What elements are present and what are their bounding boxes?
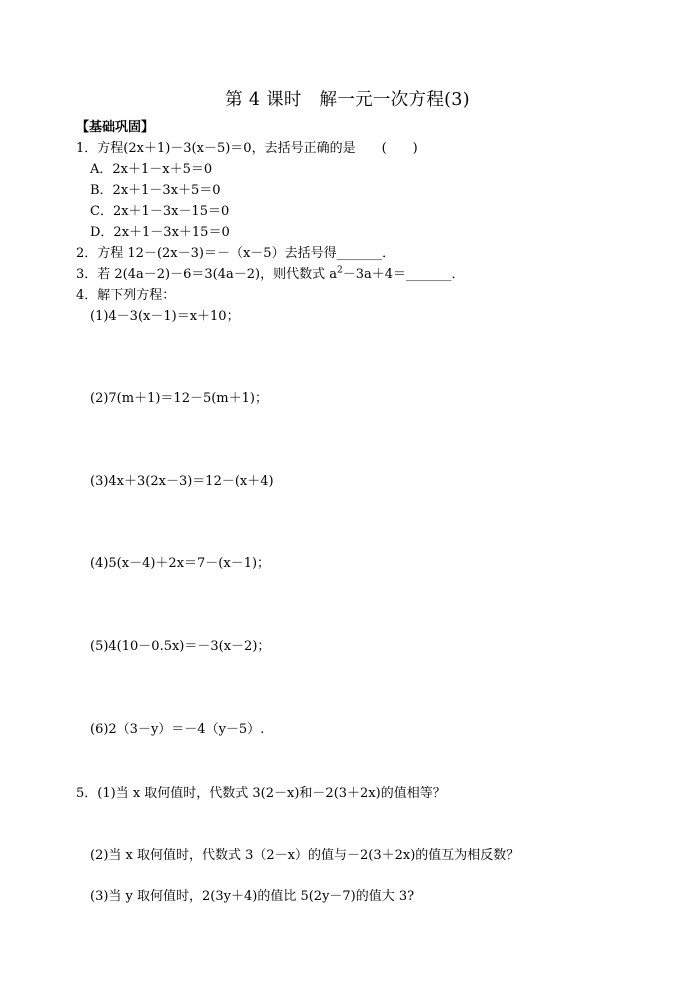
question-5-part-1: 5．(1)当 x 取何值时，代数式 3(2－x)和－2(3＋2x)的值相等？	[76, 786, 446, 801]
question-3-exponent: 2	[336, 265, 343, 276]
question-3	[76, 267, 465, 283]
question-1-option-d: D．2x＋1－3x＋15＝0	[90, 225, 230, 240]
question-4-stem: 4．解下列方程：	[76, 288, 176, 303]
question-4-item-1: (1)4－3(x－1)＝x＋10；	[90, 309, 240, 324]
question-1-stem: 1．方程(2x＋1)－3(x－5)＝0，去括号正确的是 ( )	[76, 141, 418, 156]
question-4-item-3: (3)4x＋3(2x－3)＝12－(x＋4)	[90, 474, 274, 489]
question-4-item-5: (5)4(10－0.5x)＝－3(x－2)；	[90, 639, 271, 654]
question-4-item-6: (6)2（3－y）＝－4（y－5）.	[90, 722, 265, 737]
question-5-part-3: (3)当 y 取何值时，2(3y＋4)的值比 5(2y－7)的值大 3?	[90, 889, 415, 904]
question-5-part-2: (2)当 x 取何值时，代数式 3（2－x）的值与－2(3＋2x)的值互为相反数？	[90, 848, 520, 863]
question-2: 2．方程 12－(2x－3)＝－（x－5）去括号得_______．	[76, 246, 396, 261]
question-1-option-c: C．2x＋1－3x－15＝0	[90, 204, 230, 219]
question-1-option-b: B．2x＋1－3x＋5＝0	[90, 183, 221, 198]
question-4-item-2: (2)7(m＋1)＝12－5(m＋1)；	[90, 391, 268, 406]
question-4-item-4: (4)5(x－4)＋2x＝7－(x－1)；	[90, 556, 271, 571]
question-1-option-a: A．2x＋1－x＋5＝0	[90, 162, 213, 177]
question-3-text-before: 3．若 2(4a－2)－6＝3(4a－2)，则代数式 a	[76, 267, 337, 282]
section-heading: 【基础巩固】	[76, 120, 155, 135]
question-3-text-after: －3a＋4＝_______．	[342, 267, 465, 282]
page-title: 第 4 课时 解一元一次方程(3)	[225, 90, 470, 110]
